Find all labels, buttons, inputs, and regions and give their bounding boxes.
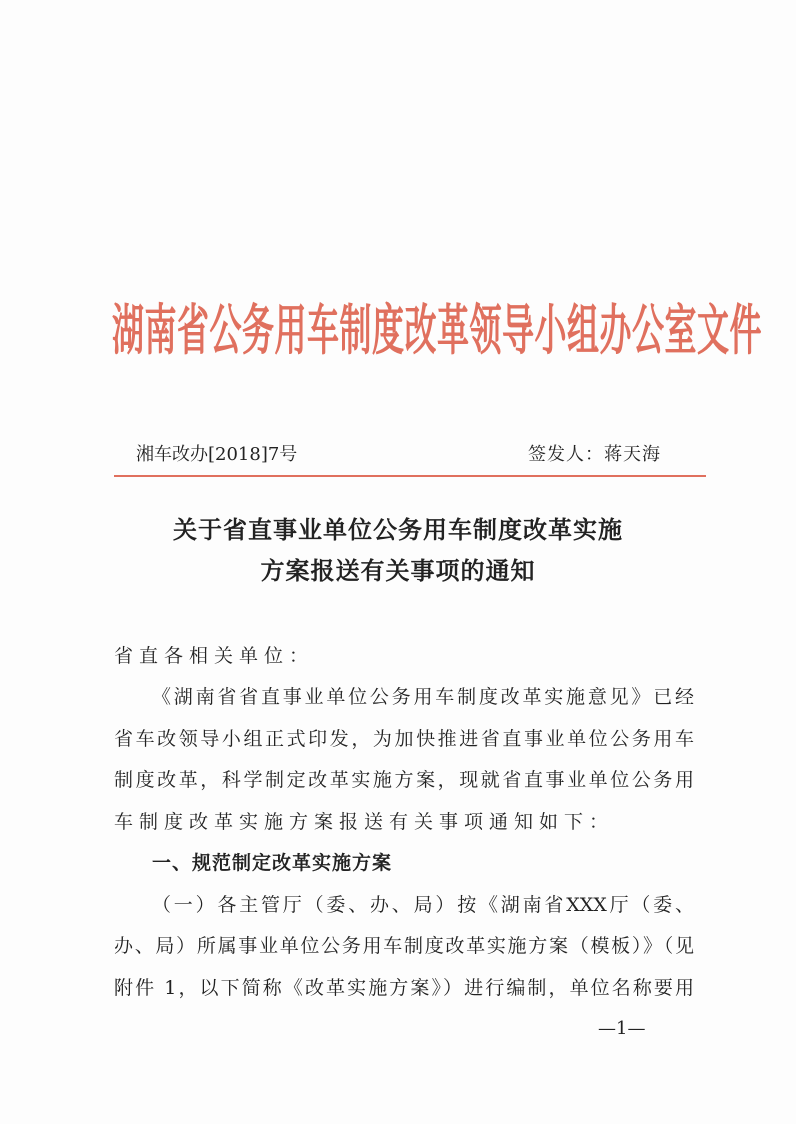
signer: 签发人：蒋天海 — [528, 444, 661, 465]
body-line: 办、局）所属事业单位公务用车制度改革实施方案（模板）》（见 — [114, 935, 694, 957]
document-title-line-1: 关于省直事业单位公务用车制度改革实施 — [173, 515, 623, 544]
body-line: 制度改革，科学制定改革实施方案，现就省直事业单位公务用 — [114, 769, 694, 791]
document-number: 湘车改办[2018]7号 — [136, 444, 298, 465]
body-line: 《湖南省省直事业单位公务用车制度改革实施意见》已经 — [152, 686, 694, 708]
issuing-office-header: 湖南省公务用车制度改革领导小组办公室文件 — [112, 298, 763, 363]
red-divider — [114, 475, 706, 477]
document-title-line-2: 方案报送有关事项的通知 — [260, 556, 536, 585]
body-line: 车制度改革实施方案报送有关事项通知如下： — [114, 811, 615, 833]
page-number: —1— — [598, 1018, 646, 1039]
section-heading: 一、规范制定改革实施方案 — [152, 852, 393, 874]
body-line: 省车改领导小组正式印发，为加快推进省直事业单位公务用车 — [114, 728, 694, 750]
body-line: （一）各主管厅（委、办、局）按《湖南省XXX厅（委、 — [152, 894, 694, 916]
salutation: 省直各相关单位： — [114, 645, 315, 667]
body-line: 附件 1，以下简称《改革实施方案》）进行编制，单位名称要用 — [114, 977, 694, 999]
